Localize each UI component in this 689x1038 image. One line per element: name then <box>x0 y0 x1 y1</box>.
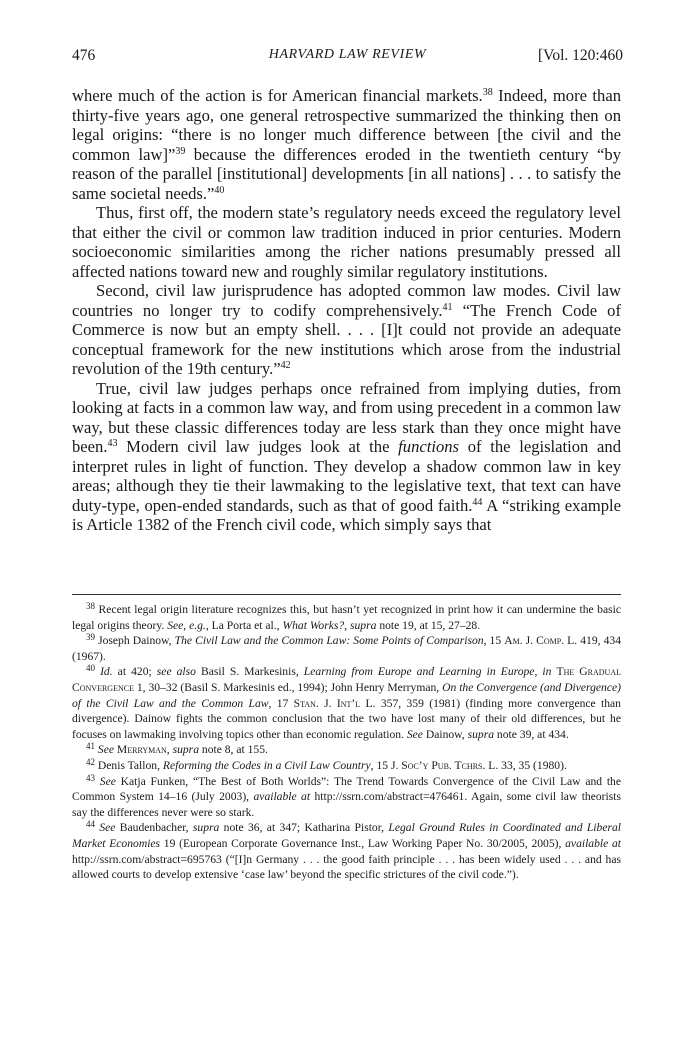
text-run: A “striking example is Article 1382 of the French civil code, which simply says that <box>72 495 622 534</box>
fn-text: 1, 30–32 (Basil S. Markesinis ed., 1994); John Henry Merryman, <box>133 680 443 694</box>
main-text <box>72 86 621 535</box>
footnote-39 <box>72 633 621 664</box>
fn-author: Merryman <box>116 743 167 757</box>
footnotes <box>72 602 621 883</box>
fn-signal: See <box>406 727 423 741</box>
fn-title: Legal Ground Rules in Coordinated and Liberal Market Economies <box>72 821 621 850</box>
fn-journal: J. Soc’y Pub. Tchrs. L. <box>390 758 499 772</box>
text-run: Modern civil law judges look at the <box>117 437 399 456</box>
paragraph-2: Thus, first off, the modern state’s regulatory needs exceed the regulatory level that either the civil or common law tradition induced in prior centuries. Modern socioeconomic similarities among the richer nations presumably pressed all affected nations toward new and roughly similar regulatory institutions. <box>72 203 621 281</box>
footnote-38 <box>72 602 621 633</box>
fn-text: note 19, at 15, 27–28. <box>376 618 481 632</box>
text-run: Indeed, more than thirty-five years ago, one general retrospective summarized the thinking then on legal origins: “there is no longer much difference between [the civil and the common law]” <box>72 86 621 164</box>
fn-text: Joseph Dainow, <box>98 634 175 648</box>
fn-journal: Am. J. Comp. L. <box>504 634 578 648</box>
fn-text: note 8, at 155. <box>199 743 268 757</box>
footnote-43 <box>72 774 621 821</box>
footnote-40 <box>72 664 621 742</box>
footnote-number: 40 <box>86 663 95 674</box>
fn-signal: supra <box>350 618 377 632</box>
fn-text: 19 (European Corporate Governance Inst., Law Working Paper No. 30/2005, 2005), <box>160 836 566 850</box>
fn-signal: See <box>99 774 116 788</box>
fn-title: Learning from Europe and Learning in Europe <box>303 665 535 679</box>
footnote-ref-38[interactable]: 38 <box>482 87 493 98</box>
footnote-ref-39[interactable]: 39 <box>175 145 186 157</box>
footnote-ref-43[interactable]: 43 <box>107 438 118 449</box>
running-header <box>72 47 623 69</box>
fn-text: Recent legal origin literature recognizes this, but hasn’t yet recognized in print how it can undermine the basic legal origins theory. <box>72 603 621 632</box>
footnote-ref-42[interactable]: 42 <box>280 360 291 371</box>
fn-text: 33, 35 (1980). <box>498 758 567 772</box>
fn-text: Denis Tallon, <box>97 758 163 772</box>
fn-signal: See <box>99 821 116 835</box>
fn-title: What Works? <box>282 618 345 632</box>
fn-signal: Id. <box>100 665 113 679</box>
text-run: “The French Code of Commerce is now but an empty shell. . . . [I]t could not provide an adequate conceptual framework for the new institutions which arose from the industrial revolution of the 19th century.” <box>72 300 621 378</box>
footnote-ref-40[interactable]: 40 <box>214 184 225 196</box>
fn-text: Dainow, <box>422 727 468 741</box>
paragraph-4 <box>72 379 621 535</box>
paragraph-3 <box>72 281 621 379</box>
fn-text: , <box>166 743 173 757</box>
footnote-ref-44[interactable]: 44 <box>472 496 483 508</box>
paragraph-1 <box>72 86 621 203</box>
fn-signal: See <box>97 743 114 757</box>
footnote-number: 43 <box>86 772 95 783</box>
fn-title: Reforming the Codes in a Civil Law Country <box>162 758 371 772</box>
volume-citation: [Vol. 120:460 <box>538 47 623 64</box>
fn-text: , 15 <box>483 634 505 648</box>
footnote-number: 44 <box>86 819 95 830</box>
footnote-44 <box>72 820 621 882</box>
fn-text: , 15 <box>370 758 391 772</box>
emphasis: functions <box>398 437 460 456</box>
fn-book: The Gradual Convergence <box>72 665 621 694</box>
fn-signal: See, e.g. <box>167 618 206 632</box>
fn-text: Baudenbacher, <box>115 821 193 835</box>
fn-signal: supra <box>192 821 220 835</box>
fn-text: , <box>344 618 350 632</box>
fn-text: at 420; <box>112 665 157 679</box>
fn-text: , La Porta et al., <box>205 618 283 632</box>
footnote-number: 41 <box>86 741 95 752</box>
text-run: True, civil law judges perhaps once refrained from implying duties, from looking at facts in a common law way, and from using precedent in a common law way, but these classic differences today are less stark than they once might have been. <box>72 378 621 456</box>
journal-title: HARVARD LAW REVIEW <box>268 47 427 62</box>
fn-text: http://ssrn.com/abstract=695763 (“[I]n Germany . . . the good faith principle . . . has been widely used . . . and has allowed courts to develop extensive ‘case law’ beyond the specific strictures of the civil code.”). <box>72 852 621 882</box>
fn-text: note 39, at 434. <box>494 727 569 741</box>
text-run: Second, civil law jurisprudence has adopted common law modes. Civil law countries no longer try to codify comprehensively. <box>72 281 621 320</box>
footnote-number: 39 <box>86 632 95 643</box>
footnote-42 <box>72 758 621 774</box>
fn-text: Katja Funken, “The Best of Both Worlds”: The Trend Towards Convergence of the Civil Law and the Common System 14–16 (July 2003), <box>72 774 621 804</box>
fn-journal: Stan. J. Int’l L. <box>293 696 376 710</box>
fn-signal: see also <box>156 665 196 679</box>
text-run: of the legislation and interpret rules in light of function. They develop a shadow common law in key areas; although they tie their lawmaking to the legislative text, that text can have duty-type, open-ended standards, such as that of good faith. <box>72 437 622 515</box>
footnote-41 <box>72 742 621 758</box>
fn-title: The Civil Law and the Common Law: Some Points of Comparison <box>174 634 484 648</box>
page-number: 476 <box>72 47 96 64</box>
footnote-number: 38 <box>86 601 95 611</box>
fn-text: note 36, at 347; Katharina Pistor, <box>219 821 389 835</box>
fn-text: http://ssrn.com/abstract=476461. Again, some civil law theorists say the differences never were so stark. <box>72 790 621 819</box>
fn-signal: in <box>542 665 552 679</box>
fn-signal: supra <box>467 727 495 741</box>
fn-title: On the Convergence (and Divergence) of the Civil Law and the Common Law <box>72 680 621 710</box>
fn-signal: supra <box>172 743 199 757</box>
fn-text: , 17 <box>268 696 294 710</box>
fn-signal: available at <box>565 836 622 850</box>
fn-text: Basil S. Markesinis, <box>195 665 304 679</box>
fn-text: 357, 359 (1981) (finding more convergence than divergence). Dainow fights the common conclusion that the two have lost many of their old differences, but he focuses on lawmaking involving topics other than economic regulation. <box>72 696 621 741</box>
footnote-number: 42 <box>86 756 95 767</box>
fn-text: 419, 434 (1967). <box>72 634 621 663</box>
text-run: because the differences eroded in the twentieth century “by reason of the parallel [institutional] developments [in all nations] . . . to satisfy the same societal needs.” <box>72 144 622 203</box>
fn-text: , <box>534 665 543 679</box>
footnote-divider <box>72 594 621 595</box>
fn-signal: available at <box>253 790 311 804</box>
text-run: where much of the action is for American financial markets. <box>72 86 483 105</box>
footnote-ref-41[interactable]: 41 <box>442 301 453 313</box>
